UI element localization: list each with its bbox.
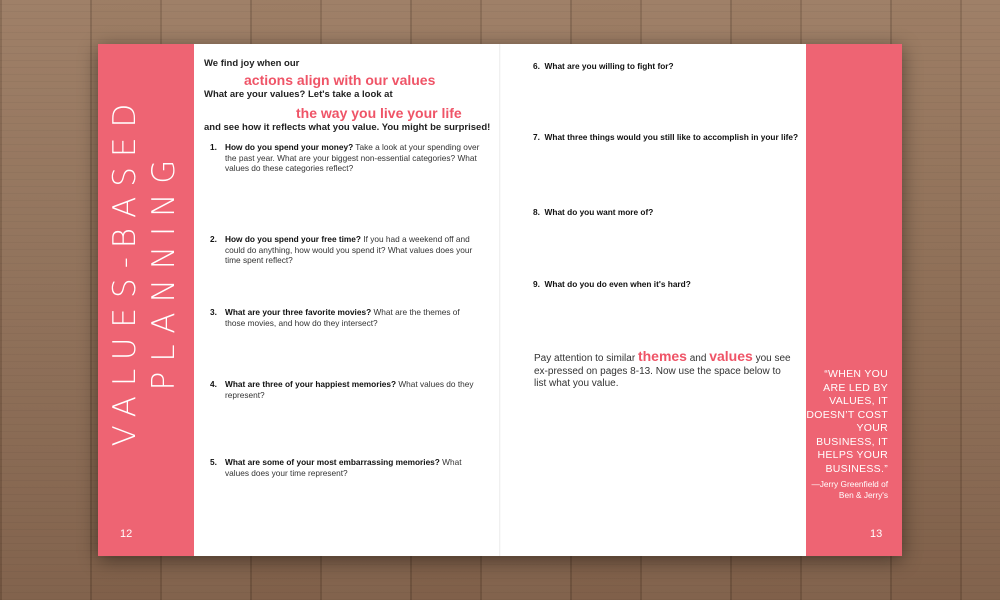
intro-highlight-2: the way you live your life	[296, 105, 462, 121]
question-text: What do you want more of?	[544, 207, 654, 217]
intro-text	[204, 58, 504, 134]
title-line-1: VALUES-BASED	[107, 93, 143, 447]
question-number: 5.	[210, 457, 217, 467]
question-number: 3.	[210, 307, 217, 317]
question-bold: What are your three favorite movies?	[225, 307, 372, 317]
question-text: What are you willing to fight for?	[544, 61, 674, 71]
question-number: 9.	[533, 279, 540, 289]
question-number: 6.	[533, 61, 540, 71]
open-book	[98, 44, 902, 556]
question-2	[210, 234, 481, 266]
question-bold: What are some of your most embarrassing memories?	[225, 457, 440, 467]
question-3	[210, 307, 481, 328]
question-body: Take a look at your spending over the past year. What are your biggest non-essential categories? What values do these categories reflect?	[225, 142, 480, 173]
quote-text: “WHEN YOU ARE LED BY VALUES, IT DOESN’T COST YOUR BUSINESS, IT HELPS YOUR BUSINESS.”	[806, 368, 888, 475]
note-part-1: Pay attention to similar	[534, 353, 638, 364]
note-part-3: you see ex-pressed on pages 8-13. Now use the space below to list what you value.	[534, 353, 791, 389]
page-number-left: 12	[120, 528, 133, 540]
left-pink-band	[98, 44, 194, 556]
question-bold: How do you spend your money?	[225, 142, 354, 152]
page-number-right: 13	[870, 528, 883, 540]
question-5	[210, 457, 481, 478]
question-number: 7.	[533, 132, 540, 142]
note-highlight-themes: themes	[637, 348, 687, 364]
question-8	[533, 207, 653, 217]
vertical-title	[106, 50, 186, 490]
intro-line-3: and see how it reflects what you value. You might be surprised!	[204, 122, 491, 133]
closing-note	[534, 350, 794, 391]
question-number: 2.	[210, 234, 217, 244]
question-bold: What are three of your happiest memories?	[225, 379, 397, 389]
question-body: If you had a weekend off and could do anything, how would you spend it? What values does your time spent reflect?	[225, 234, 473, 265]
question-body: What are the themes of those movies, and how do they intersect?	[225, 307, 460, 328]
question-body: What values does your time represent?	[225, 457, 462, 478]
question-bold: How do you spend your free time?	[225, 234, 361, 244]
note-highlight-values: values	[709, 348, 753, 364]
question-body: What values do they represent?	[225, 379, 474, 400]
question-6	[533, 61, 674, 71]
title-line-2: PLANNING	[146, 149, 182, 391]
pull-quote	[806, 368, 888, 501]
question-9	[533, 279, 691, 289]
question-4	[210, 379, 481, 400]
question-text: What do you do even when it's hard?	[544, 279, 691, 289]
intro-line-1: We find joy when our	[204, 58, 300, 69]
question-number: 1.	[210, 142, 217, 152]
note-part-2: and	[686, 353, 710, 364]
question-text: What three things would you still like to accomplish in your life?	[544, 132, 799, 142]
intro-line-2: What are your values? Let's take a look at	[204, 89, 393, 100]
question-number: 4.	[210, 379, 217, 389]
intro-highlight-1: actions align with our values	[244, 72, 436, 88]
question-number: 8.	[533, 207, 540, 217]
quote-attribution: —Jerry Greenfield of Ben & Jerry's	[811, 479, 888, 500]
question-1	[210, 142, 481, 174]
question-7	[533, 132, 798, 142]
